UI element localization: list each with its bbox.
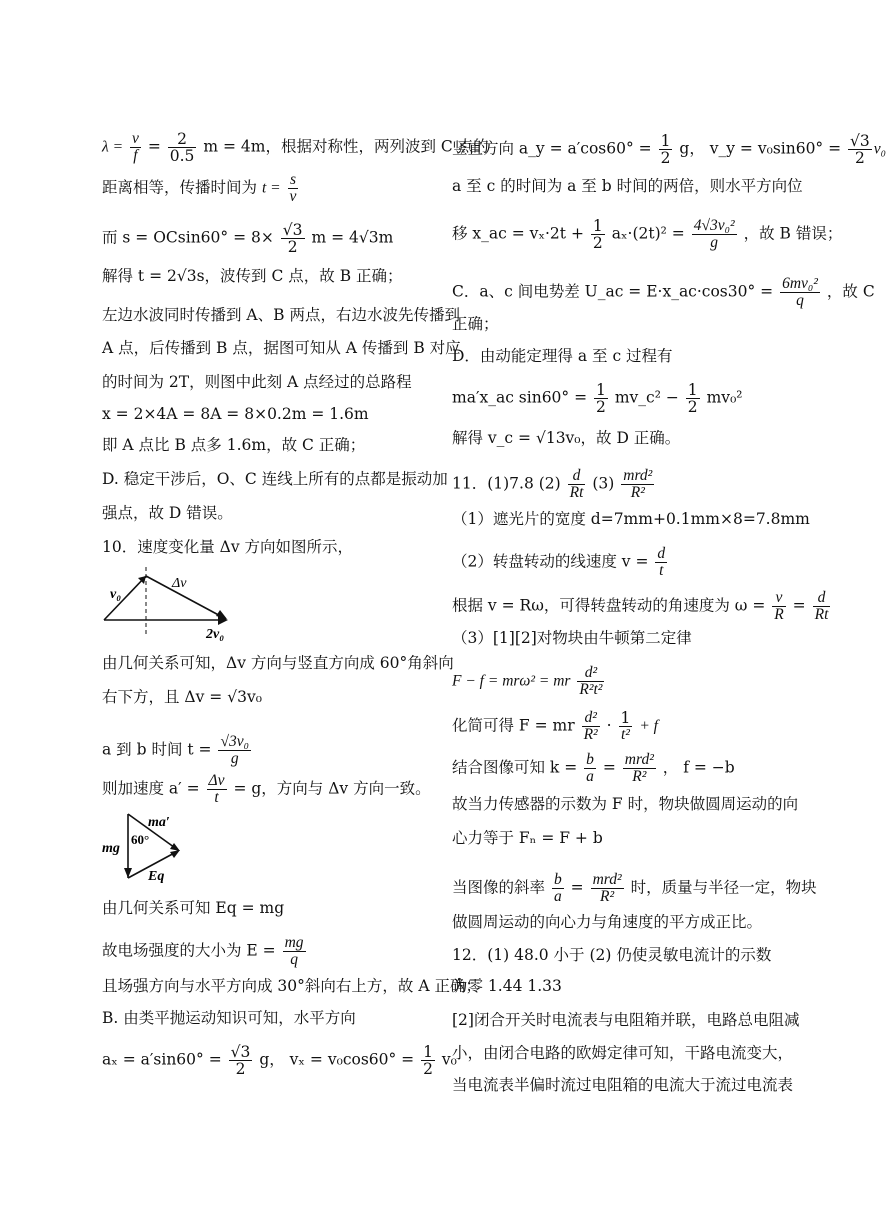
label-mg: mg <box>102 841 120 856</box>
text-line: 为零 1.44 1.33 <box>452 977 562 995</box>
fraction: $\frac{\text{d²}}{\text{R²t²}}$ <box>579 664 603 698</box>
text-line: 的时间为 2T，则图中此刻 A 点经过的总路程 <box>102 373 412 391</box>
fraction: $\frac{2}{0.5}$ <box>169 130 195 165</box>
text-span: （2）转盘转动的线速度 v = <box>452 552 649 571</box>
fraction: $\frac{d}{Rt}$ <box>814 589 829 623</box>
fraction: $\frac{\text{mrd²}}{\text{R²}}$ <box>624 751 654 785</box>
text-line <box>452 710 658 743</box>
eq-arrowhead <box>170 850 180 858</box>
text-span: 竖直方向 a_y = a′cos60° = <box>452 139 652 158</box>
text-line: （3）[1][2]对物块由牛顿第二定律 <box>452 629 692 647</box>
fraction: $\frac{\text{d²}}{\text{R²}}$ <box>583 709 598 743</box>
text-line: λ = $\frac{v}{f}$ = $\frac{2}{0.5}$ m = 4m，根据对称性，两列波到 C 点的 <box>102 130 489 165</box>
text-line <box>452 665 606 698</box>
text-line: 当电流表半偏时流过电阻箱的电流大于流过电流表 <box>452 1076 794 1094</box>
text-line: x = 2×4A = 8A = 8×0.2m = 1.6m <box>102 405 369 423</box>
text-line: 解得 v_c = √13v₀，故 D 正确。 <box>452 429 681 447</box>
text-line: 解得 t = 2√3s，波传到 C 点，故 B 正确； <box>102 267 403 285</box>
text-span: 当图像的斜率 <box>452 878 546 897</box>
text-line <box>452 752 735 785</box>
text-line <box>452 468 656 501</box>
text-line <box>452 872 817 905</box>
text-span: 距离相等，传播时间为 <box>102 178 258 197</box>
text-line: a 至 c 的时间为 a 至 b 时间的两倍，则水平方向位 <box>452 177 803 195</box>
text-line: 且场强方向与水平方向成 30°斜向右上方，故 A 正确； <box>102 977 481 995</box>
text-line <box>102 1044 457 1077</box>
text-span: · <box>606 716 612 735</box>
text-span: 根据 v = Rω，可得转盘转动的角速度为 ω = <box>452 596 766 615</box>
text-span: m = 4√3m <box>311 228 394 247</box>
text-line: 左边水波同时传播到 A、B 两点，右边水波先传播到 <box>102 306 460 324</box>
text-line: 右下方，且 Δv = √3v₀ <box>102 688 262 706</box>
velocity-triangle-diagram <box>100 565 240 643</box>
text-span: = <box>792 596 806 615</box>
text-span: ma′x_ac sin60° = <box>452 388 588 407</box>
text-span: 时，质量与半径一定，物块 <box>630 878 817 897</box>
text-line <box>102 734 253 767</box>
fraction: $\frac{\text{4√3v₀²}}{g}$ <box>693 217 735 251</box>
text-span: 移 x_ac = vₓ·2t + <box>452 224 584 243</box>
text-line: [2]闭合开关时电流表与电阻箱并联，电路总电阻减 <box>452 1011 800 1029</box>
text-line <box>452 590 832 623</box>
fraction: $\frac{b}{a}$ <box>553 871 562 905</box>
label-v0: v₀ <box>110 587 122 602</box>
text-span: aₓ·(2t)² = <box>611 224 685 243</box>
text-span: mv₀² <box>706 388 743 407</box>
fraction: $\frac{\text{mrd²}}{\text{R²}}$ <box>623 467 653 501</box>
text-line: D. 稳定干涉后，O、C 连线上所有的点都是振动加 <box>102 470 448 488</box>
text-line <box>452 276 875 309</box>
text-span: 结合图像可知 k = <box>452 758 578 777</box>
text-span: F − f = mrω² = mr <box>452 672 571 690</box>
text-line: B. 由类平抛运动知识可知，水平方向 <box>102 1009 356 1027</box>
text-line: 竖直方向 a_y = a′cos60° = $\frac{1}{2}$ g， v_y = v₀sin60° = $\frac{√3}{2}$ v₀ <box>452 132 886 167</box>
text-line: 故当力传感器的示数为 F 时，物块做圆周运动的向 <box>452 795 799 813</box>
text-span: a 到 b 时间 t = <box>102 740 212 759</box>
text-span: (3) <box>592 474 615 493</box>
text-line: 心力等于 Fₙ = F + b <box>452 829 603 847</box>
fraction: $\frac{d}{Rt}$ <box>569 467 584 501</box>
text-span: g， vₓ = v₀cos60° = <box>259 1050 415 1069</box>
text-line <box>102 222 393 255</box>
ma-arrowhead <box>170 843 180 851</box>
text-span: C．a、c 间电势差 U_ac = E·x_ac·cos30° = <box>452 282 774 301</box>
fraction: $\frac{√3}{2}$ <box>850 132 870 167</box>
fraction: $\frac{1}{2}$ <box>592 217 603 252</box>
label-2v0: 2v₀ <box>206 627 225 642</box>
text-line <box>102 172 300 205</box>
fraction: $\frac{\Delta v}{t}$ <box>208 772 225 806</box>
fraction: $\frac{mg}{q}$ <box>284 934 304 968</box>
text-span: v₀ <box>441 1050 457 1069</box>
label-60deg: 60° <box>131 832 150 847</box>
text-span: 而 s = OCsin60° = 8× <box>102 228 274 247</box>
text-span: m = 4m，根据对称性，两列波到 C 点的 <box>203 137 489 156</box>
text-span: 化简可得 F = mr <box>452 716 575 735</box>
fraction: $\frac{\text{6mv₀²}}{q}$ <box>782 275 818 309</box>
fraction: $\frac{b}{a}$ <box>586 751 594 785</box>
text-span: = <box>602 758 616 777</box>
text-line: 由几何关系可知 Eq = mg <box>102 899 285 917</box>
fraction: $\frac{√3}{2}$ <box>230 1043 251 1078</box>
fraction: $\frac{\text{mrd²}}{\text{R²}}$ <box>592 871 622 905</box>
fraction: $\frac{1}{2}$ <box>687 381 698 416</box>
fraction: $\frac{v}{R}$ <box>774 589 784 623</box>
text-line: （1）遮光片的宽度 d=7mm+0.1mm×8=7.8mm <box>452 510 810 528</box>
text-line: 正确； <box>452 315 499 333</box>
text-span: = g，方向与 Δv 方向一致。 <box>233 779 431 798</box>
math-lambda: λ = <box>102 138 124 156</box>
text-line: 强点，故 D 错误。 <box>102 504 233 522</box>
text-line: D．由动能定理得 a 至 c 过程有 <box>452 347 673 365</box>
fraction: $\frac{√3}{2}$ <box>282 221 303 256</box>
force-triangle-diagram <box>100 810 210 884</box>
text-line <box>102 935 308 968</box>
label-dv: Δv <box>172 576 187 591</box>
fraction: $\frac{1}{2}$ <box>660 132 671 167</box>
fraction: $\frac{v}{f}$ <box>132 130 139 164</box>
text-line <box>102 773 431 806</box>
text-span: = <box>570 878 584 897</box>
text-span: + f <box>639 717 658 735</box>
text-line: 10．速度变化量 Δv 方向如图所示， <box>102 538 354 556</box>
text-line <box>452 382 743 415</box>
text-line: 做圆周运动的向心力与角速度的平方成正比。 <box>452 913 763 931</box>
fraction: $\frac{\text{√3v₀}}{g}$ <box>220 733 249 767</box>
fraction: $\frac{s}{v}$ <box>289 171 297 205</box>
text-span: ， f = −b <box>662 758 735 777</box>
label-eq: Eq <box>148 869 165 884</box>
text-line: 由几何关系可知，Δv 方向与竖直方向成 60°角斜向 <box>102 654 454 672</box>
text-line: A 点，后传播到 B 点，据图可知从 A 传播到 B 对应 <box>102 339 461 357</box>
text-span: 故电场强度的大小为 E = <box>102 941 276 960</box>
text-line: 12．(1) 48.0 小于 (2) 仍使灵敏电流计的示数 <box>452 946 772 964</box>
text-span: 则加速度 a′ = <box>102 779 200 798</box>
text-span: t = <box>261 179 281 197</box>
fraction: $\frac{1}{2}$ <box>423 1043 433 1078</box>
text-line: 小，由闭合电路的欧姆定律可知，干路电流变大， <box>452 1044 794 1062</box>
text-line <box>452 546 669 579</box>
text-span: ，故 C <box>826 282 875 301</box>
text-span: 11．(1)7.8 (2) <box>452 474 561 493</box>
label-ma: ma′ <box>148 815 170 830</box>
text-span: aₓ = a′sin60° = <box>102 1050 222 1069</box>
fraction: $\frac{d}{t}$ <box>657 545 666 579</box>
text-span: g， v_y = v₀sin60° = <box>679 139 842 158</box>
fraction: $\frac{1}{2}$ <box>596 381 606 416</box>
text-span: ，故 B 错误； <box>743 224 843 243</box>
text-span: mv_c² − <box>614 388 679 407</box>
text-line <box>452 218 842 251</box>
fraction: $\frac{1}{\text{t²}}$ <box>620 709 631 743</box>
text-line: 即 A 点比 B 点多 1.6m，故 C 正确； <box>102 436 366 454</box>
